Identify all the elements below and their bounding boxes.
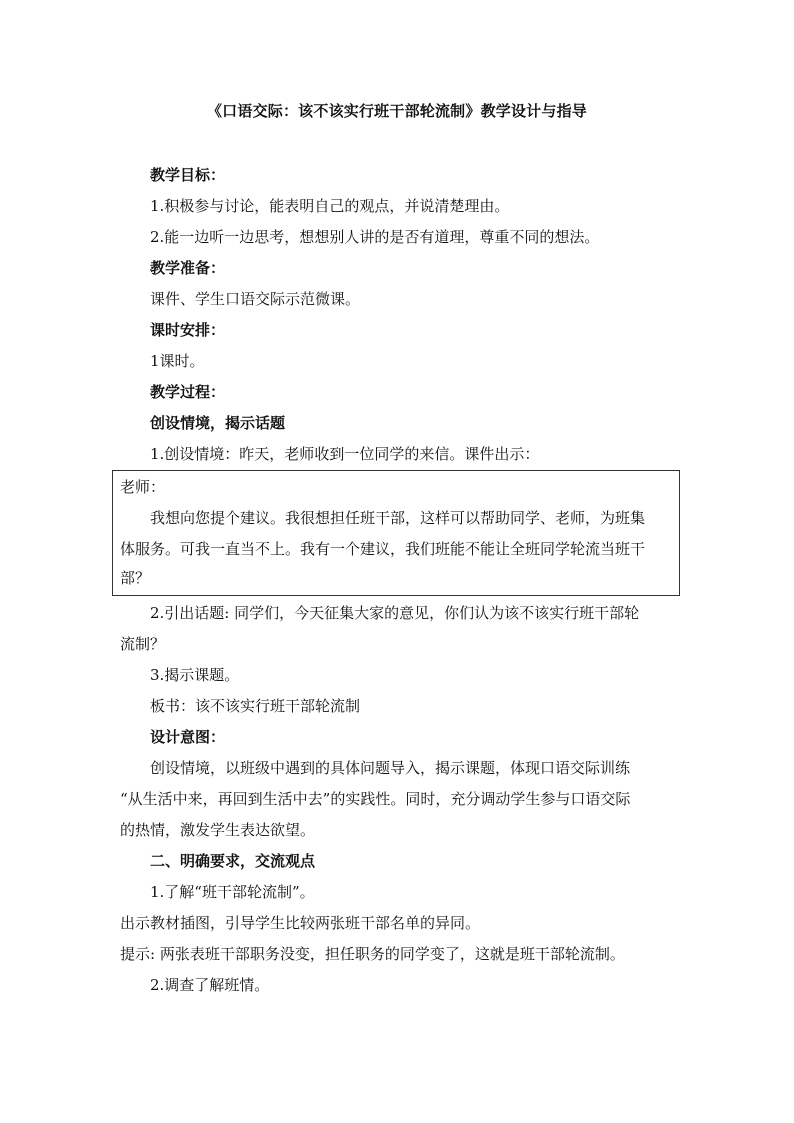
letter-line-3: 部？ (120, 569, 151, 587)
design-line-1: 创设情境，以班级中遇到的具体问题导入，揭示课题，体现口语交际训练 (150, 759, 631, 777)
board-text: 板书：该不该实行班干部轮流制 (150, 697, 361, 715)
goals-heading: 教学目标： (150, 166, 226, 184)
goal-2: 2.能一边听一边思考，想想别人讲的是否有道理，尊重不同的想法。 (150, 228, 600, 246)
prep-heading: 教学准备： (150, 259, 226, 277)
process-heading: 教学过程： (150, 383, 226, 401)
step-2-line-2: 流制？ (120, 635, 166, 653)
letter-salutation: 老师： (120, 478, 166, 496)
document-title: 《口语交际：该不该实行班干部轮流制》教学设计与指导 (206, 102, 587, 120)
letter-line-2: 体服务。可我一直当不上。我有一个建议，我们班能不能让全班同学轮流当班干 (120, 540, 646, 558)
design-line-2: “从生活中来，再回到生活中去”的实践性。同时，充分调动学生参与口语交际 (120, 790, 631, 808)
s2-step-1-text: 出示教材插图，引导学生比较两张班干部名单的异同。 (120, 914, 481, 932)
letter-box (112, 470, 680, 596)
schedule-heading: 课时安排： (150, 321, 226, 339)
step-3: 3.揭示课题。 (150, 666, 240, 684)
step-2-line-1: 2.引出话题: 同学们，今天征集大家的意见，你们认为该不该实行班干部轮 (150, 604, 640, 622)
s2-hint: 提示: 两张表班干部职务没变，担任职务的同学变了，这就是班干部轮流制。 (120, 945, 625, 963)
schedule-text: 1课时。 (150, 352, 205, 370)
goal-1: 1.积极参与讨论，能表明自己的观点，并说清楚理由。 (150, 197, 510, 215)
step-1: 1.创设情境：昨天，老师收到一位同学的来信。课件出示： (150, 445, 540, 463)
design-heading: 设计意图： (150, 728, 226, 746)
s2-step-1: 1.了解“班干部轮流制”。 (150, 883, 315, 901)
s2-step-2: 2.调查了解班情。 (150, 976, 270, 994)
letter-line-1: 我想向您提个建议。我很想担任班干部，这样可以帮助同学、老师，为班集 (150, 509, 646, 527)
design-line-3: 的热情，激发学生表达欲望。 (120, 821, 316, 839)
section-1-heading: 创设情境，揭示话题 (150, 414, 286, 432)
prep-text: 课件、学生口语交际示范微课。 (150, 290, 361, 308)
section-2-heading: 二、明确要求，交流观点 (150, 852, 316, 870)
